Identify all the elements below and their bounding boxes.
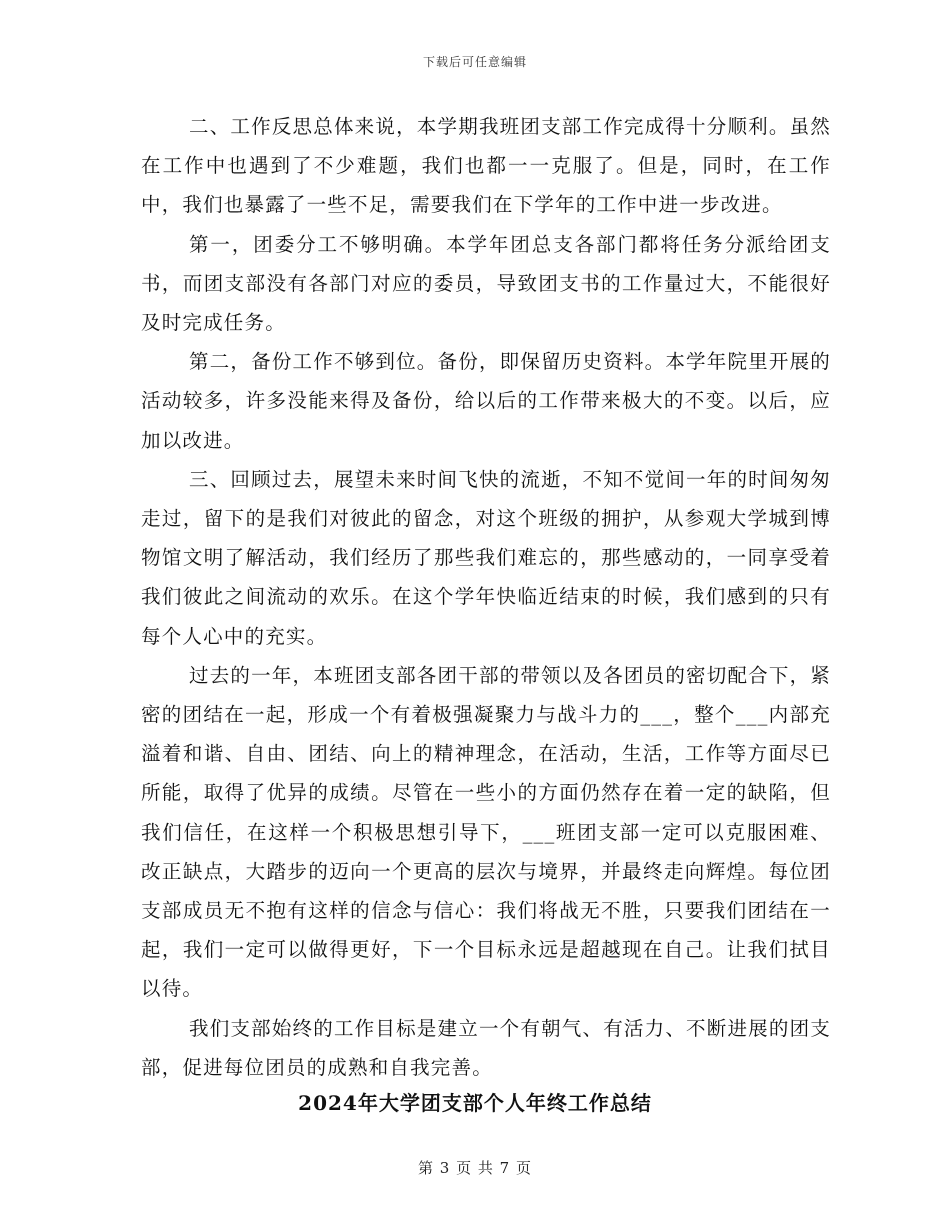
paragraph-work-reflection: 二、工作反思总体来说，本学期我班团支部工作完成得十分顺利。虽然在工作中也遇到了不少难题，我们也都一一克服了。但是，同时，在工作中，我们也暴露了一些不足，需要我们在下学年的工作中进一步改进。 bbox=[141, 115, 831, 217]
paragraph-point-two: 第二，备份工作不够到位。备份，即保留历史资料。本学年院里开展的活动较多，许多没能来得及备份，给以后的工作带来极大的不变。以后，应加以改进。 bbox=[141, 350, 831, 452]
paragraph-point-one: 第一，团委分工不够明确。本学年团总支各部门都将任务分派给团支书，而团支部没有各部门对应的委员，导致团支书的工作量过大，不能很好及时完成任务。 bbox=[141, 232, 831, 335]
header-note: 下载后可任意编辑 bbox=[422, 55, 527, 69]
section-title: 2024年大学团支部个人年终工作总结 bbox=[298, 1091, 652, 1115]
page-number: 第 3 页 共 7 页 bbox=[418, 1159, 532, 1177]
document-body bbox=[141, 107, 831, 1087]
paragraph-review-outlook: 三、回顾过去，展望未来时间飞快的流逝，不知不觉间一年的时间匆匆走过，留下的是我们对彼此的留念，对这个班级的拥护，从参观大学城到博物馆文明了解活动，我们经历了那些我们难忘的，那些感动的，一同享受着我们彼此之间流动的欢乐。在这个学年快临近结束的时候，我们感到的只有每个人心中的充实。 bbox=[141, 467, 831, 648]
paragraph-work-goal: 我们支部始终的工作目标是建立一个有朝气、有活力、不断进展的团支部，促进每位团员的成熟和自我完善。 bbox=[141, 1016, 831, 1079]
paragraph-past-year: 过去的一年，本班团支部各团干部的带领以及各团员的密切配合下，紧密的团结在一起，形成一个有着极强凝聚力与战斗力的___，整个___内部充溢着和谐、自由、团结、向上的精神理念，在活动，生活，工作等方面尽已所能，取得了优异的成绩。尽管在一些小的方面仍然存在着一定的缺陷，但我们信任，在这样一个积极思想引导下，___班团支部一定可以克服困难、改正缺点，大踏步的迈向一个更高的层次与境界，并最终走向辉煌。每位团支部成员无不抱有这样的信念与信心：我们将战无不胜，只要我们团结在一起，我们一定可以做得更好，下一个目标永远是超越现在自己。让我们拭目以待。 bbox=[141, 663, 831, 1001]
